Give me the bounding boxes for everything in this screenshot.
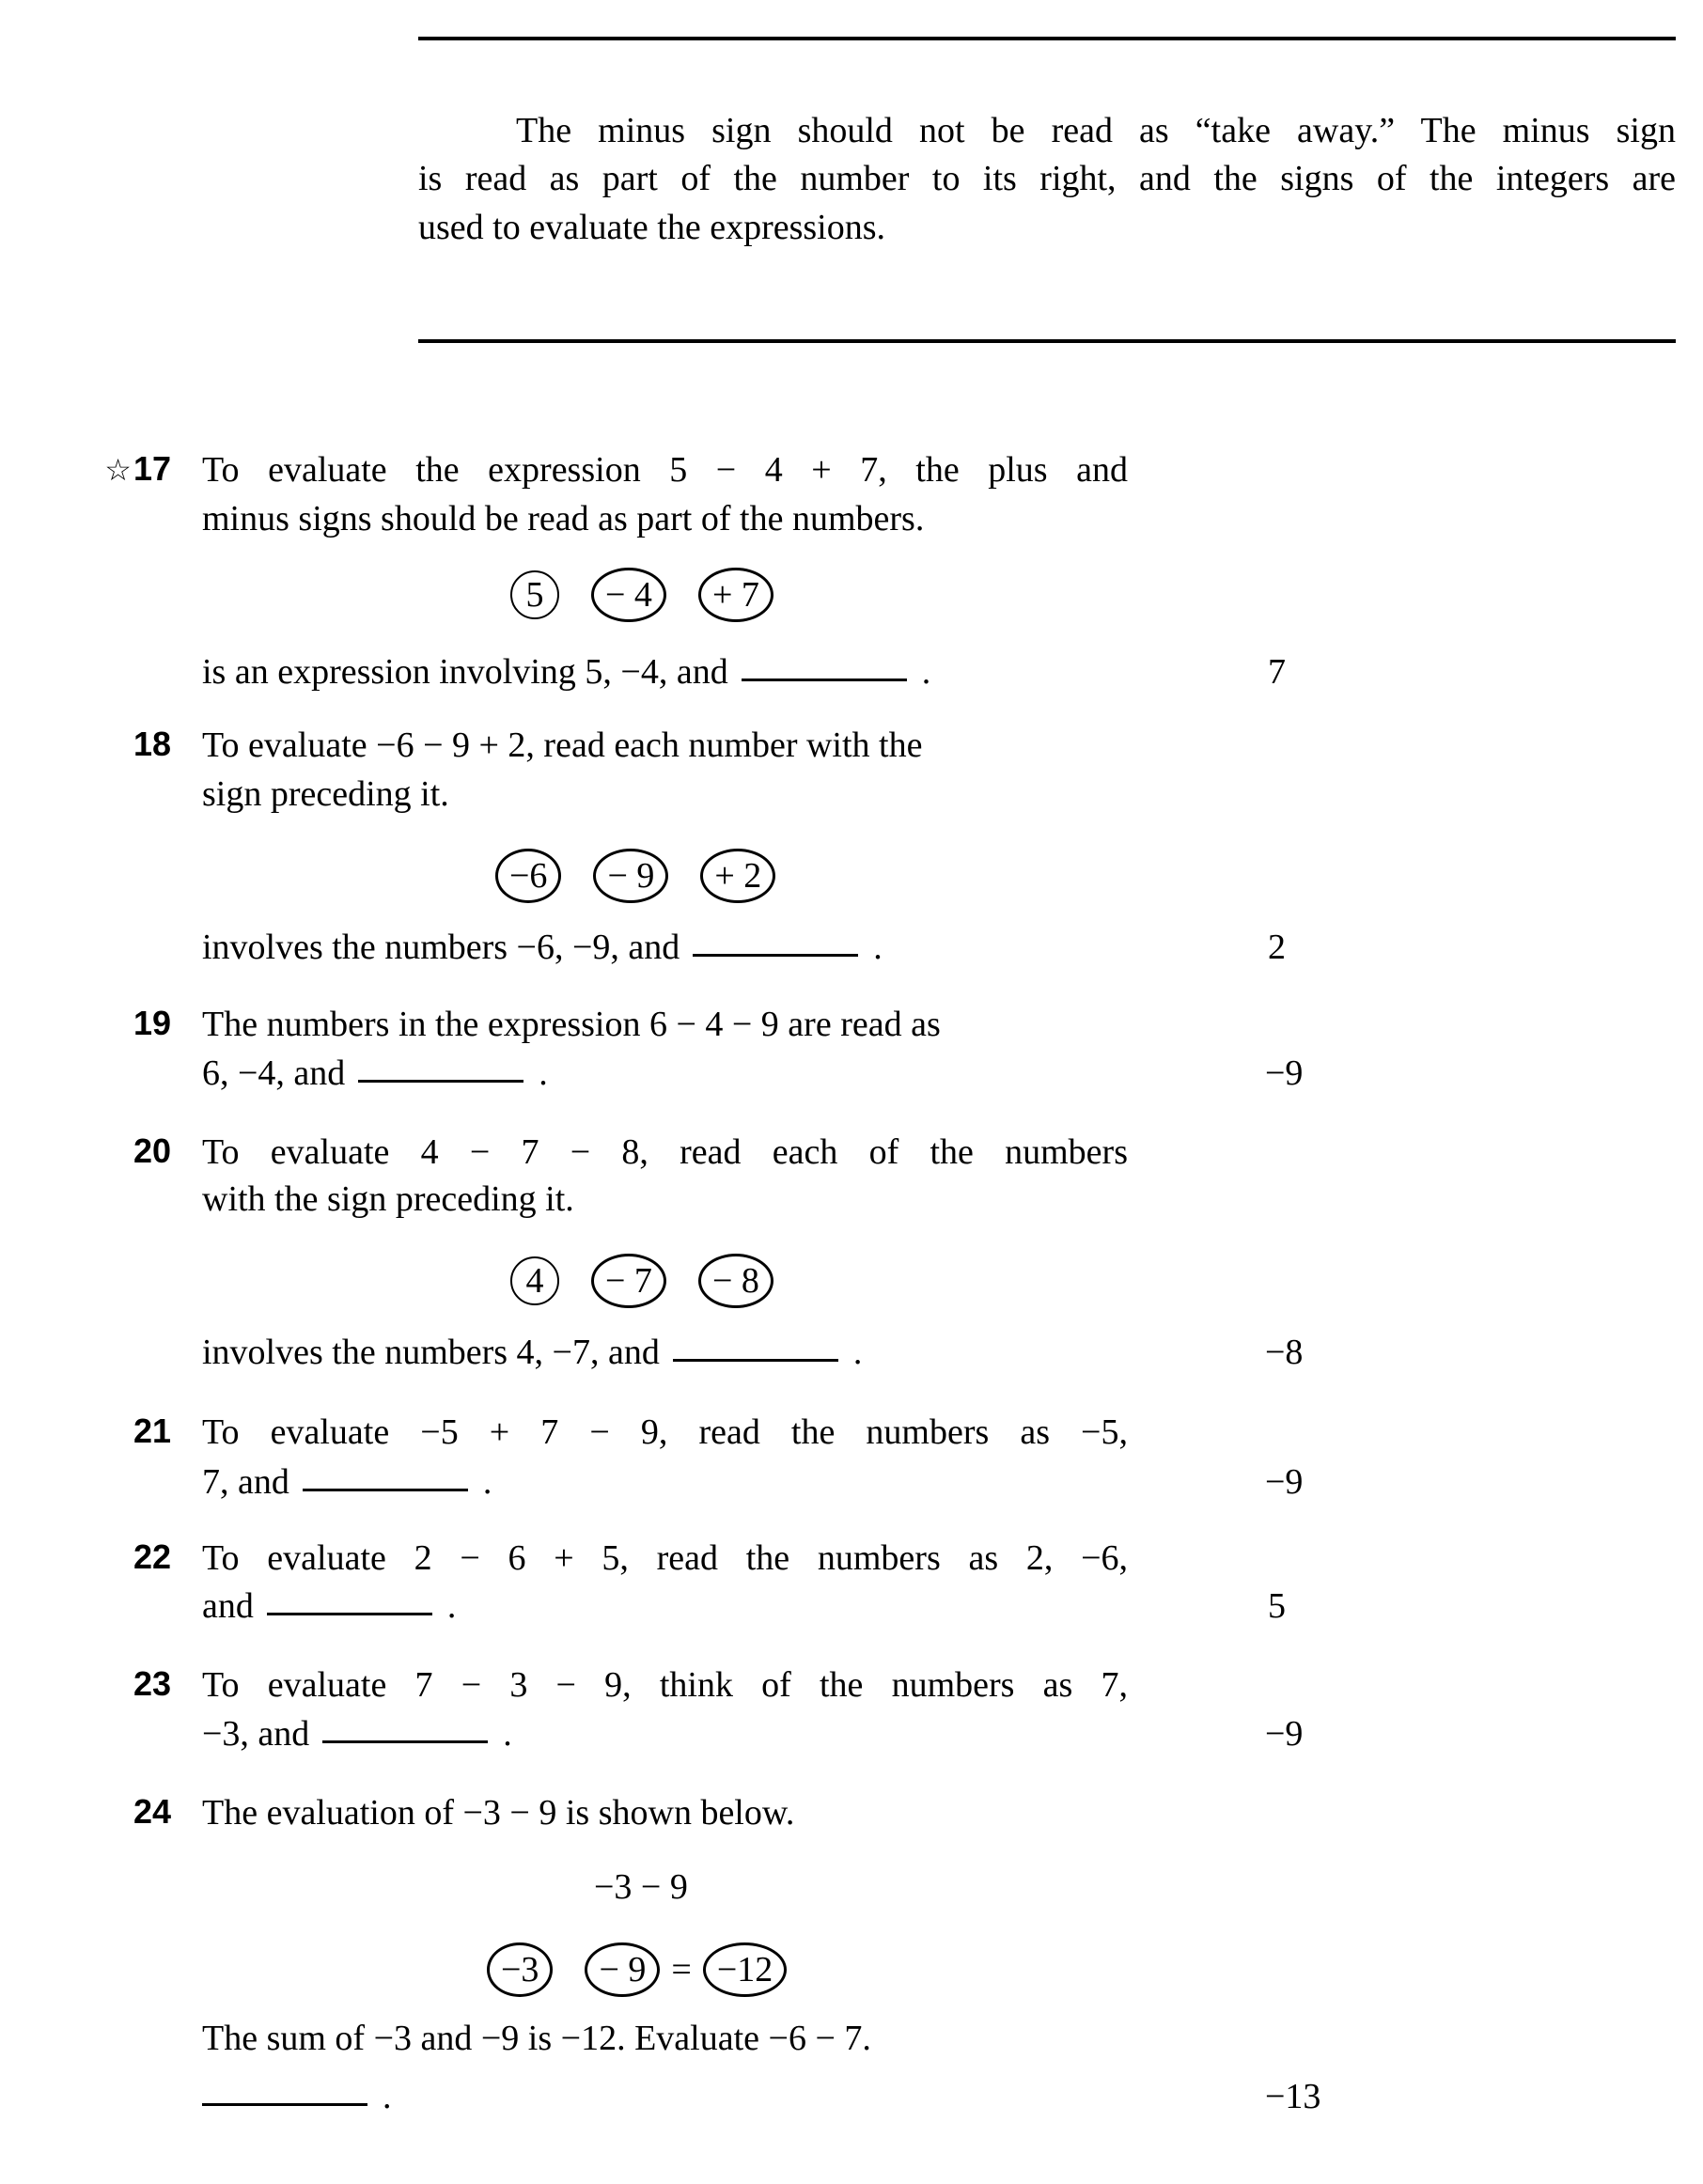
circled-numbers xyxy=(510,1254,773,1308)
answer-blank[interactable] xyxy=(358,1080,523,1083)
problem-follow-up: The sum of −3 and −9 is −12. Evaluate −6 − 7. xyxy=(202,2019,871,2058)
answer: 5 xyxy=(1268,1586,1286,1626)
problem-text-line: To evaluate the expression 5 − 4 + 7, the plus and xyxy=(202,450,1128,490)
top-rule xyxy=(418,37,1676,40)
intro-line-1: The minus sign should not be read as “take away.” The minus sign xyxy=(516,111,1676,150)
circled-number: − 9 xyxy=(593,849,668,903)
circled-numbers xyxy=(495,849,775,903)
problem-number: 24 xyxy=(133,1792,171,1831)
circled-number: + 2 xyxy=(700,849,775,903)
intro-line-3: used to evaluate the expressions. xyxy=(418,208,886,247)
problem-text-line: To evaluate 2 − 6 + 5, read the numbers as 2, −6, xyxy=(202,1538,1128,1578)
problem-number: 21 xyxy=(133,1412,171,1450)
answer-blank[interactable] xyxy=(267,1613,432,1615)
problem-text-line: minus signs should be read as part of the numbers. xyxy=(202,499,925,538)
circled-numbers xyxy=(510,568,773,622)
problem-text-line: To evaluate −6 − 9 + 2, read each number with the xyxy=(202,725,923,765)
problem-follow-up: involves the numbers 4, −7, and . xyxy=(202,1333,863,1372)
answer: −9 xyxy=(1265,1462,1304,1502)
problem-follow-up: −3, and . xyxy=(202,1714,512,1754)
circled-number: 4 xyxy=(510,1256,559,1305)
answer: −9 xyxy=(1265,1053,1304,1093)
circled-number: − 9 xyxy=(585,1942,660,1997)
answer-blank[interactable] xyxy=(322,1740,488,1743)
circled-number: + 7 xyxy=(698,568,773,622)
problem-text-line: To evaluate −5 + 7 − 9, read the numbers as −5, xyxy=(202,1412,1128,1452)
problem-number: 20 xyxy=(133,1131,171,1170)
bottom-rule xyxy=(418,339,1676,343)
answer: −13 xyxy=(1265,2077,1321,2116)
problem-text-line: sign preceding it. xyxy=(202,774,449,814)
intro-line-2: is read as part of the number to its right, and the signs of the integers are xyxy=(418,159,1676,198)
problem-text-line: The evaluation of −3 − 9 is shown below. xyxy=(202,1793,795,1833)
answer-blank[interactable] xyxy=(673,1359,838,1362)
result-circled-number: −12 xyxy=(703,1942,787,1997)
answer-blank[interactable] xyxy=(303,1489,468,1491)
problem-follow-up: is an expression involving 5, −4, and . xyxy=(202,652,931,692)
problem-follow-up: involves the numbers −6, −9, and . xyxy=(202,928,883,967)
answer: −8 xyxy=(1265,1333,1304,1372)
circled-numbers xyxy=(487,1942,787,1997)
equals-sign: = xyxy=(671,1950,692,1989)
problem-number: 18 xyxy=(133,725,171,763)
problem-follow-up: 7, and . xyxy=(202,1462,492,1502)
answer-blank[interactable] xyxy=(742,679,907,681)
answer: −9 xyxy=(1265,1714,1304,1754)
expression: −3 − 9 xyxy=(594,1867,688,1907)
problem-text-line: To evaluate 7 − 3 − 9, think of the numbers as 7, xyxy=(202,1665,1128,1705)
circled-number: − 7 xyxy=(591,1254,666,1308)
answer: 7 xyxy=(1268,652,1286,692)
circled-number: − 8 xyxy=(698,1254,773,1308)
circled-number: −6 xyxy=(495,849,561,903)
problem-text-line: The numbers in the expression 6 − 4 − 9 are read as xyxy=(202,1005,941,1044)
circled-number: − 4 xyxy=(591,568,666,622)
answer-line: . xyxy=(202,2079,392,2114)
problem-number: 19 xyxy=(133,1004,171,1042)
problem-number: 23 xyxy=(133,1664,171,1703)
problem-text-line: with the sign preceding it. xyxy=(202,1179,574,1219)
answer-blank[interactable] xyxy=(693,954,858,957)
problem-number: 22 xyxy=(133,1537,171,1576)
problem-follow-up: 6, −4, and . xyxy=(202,1053,548,1093)
problem-number: ☆17 xyxy=(104,449,171,488)
problem-follow-up: and . xyxy=(202,1586,457,1626)
star-icon: ☆ xyxy=(104,452,132,488)
answer-blank[interactable] xyxy=(202,2103,367,2106)
answer: 2 xyxy=(1268,928,1286,967)
circled-number: −3 xyxy=(487,1942,553,1997)
problem-text-line: To evaluate 4 − 7 − 8, read each of the numbers xyxy=(202,1132,1128,1172)
circled-number: 5 xyxy=(510,570,559,619)
